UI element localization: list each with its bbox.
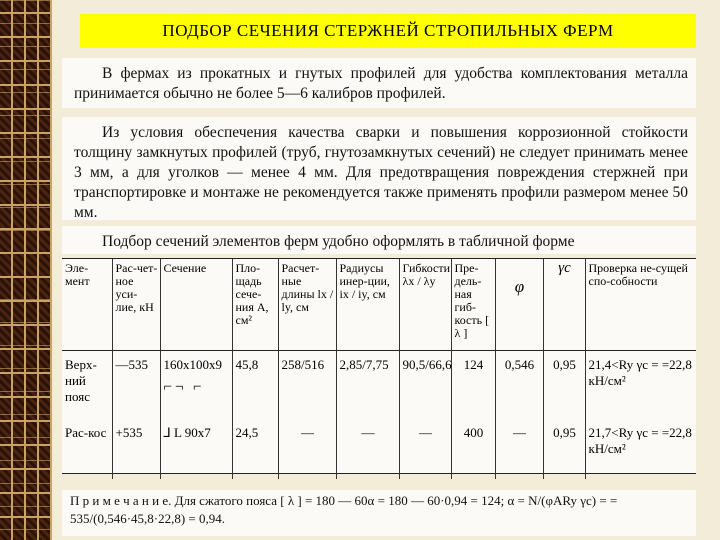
cell-phi: — xyxy=(495,419,543,479)
cell-force: +535 xyxy=(112,419,160,479)
header-section: Сечение xyxy=(160,259,232,351)
cell-section: ⅃ L 90x7 xyxy=(160,419,232,479)
page-title xyxy=(80,14,696,48)
header-element: Эле-мент xyxy=(62,259,112,351)
header-limit: Пре-дель-ная гиб-кость [ λ ] xyxy=(451,259,495,351)
header-lengths: Расчет-ные длины lx / ly, см xyxy=(278,259,336,351)
cell-slenderness: — xyxy=(399,419,451,479)
cell-element: Рас-кос xyxy=(65,425,107,440)
cell-lengths: — xyxy=(278,419,336,479)
paragraph-table-intro: Подбор сечений элементов ферм удобно оформлять в табличной форме xyxy=(102,233,575,250)
cell-radii: 2,85/7,75 xyxy=(336,351,399,420)
section-label: 160x100x9 xyxy=(163,357,222,372)
header-radii: Радиусы инер-ции, ix / iy, см xyxy=(336,259,399,351)
table-row xyxy=(62,351,696,420)
footnote: П р и м е ч а н и е. Для сжатого пояса [ λ ] = 180 — 60α = 180 — 60·0,94 = 124; α = N/(φARy γc) = = 535/(0,546·45,8·22,8) = 0,94. xyxy=(62,490,696,536)
cell-phi: 0,546 xyxy=(495,351,543,420)
gamma-symbol: γc xyxy=(558,260,571,276)
text-block-thickness xyxy=(62,117,696,220)
cell-area: 24,5 xyxy=(232,419,278,479)
angle-pair-sketch: ⌐¬ ⌐ xyxy=(163,379,205,395)
cell-gamma: 0,95 xyxy=(543,419,585,479)
paragraph-thickness: Из условия обеспечения качества сварки и повышения коррозионной стойкости толщину замкнутых профилей (труб, гнутозамкнутых сечений) не следует принимать менее 3 мм, а для уголков — менее 4 мм. Для предотвращения повреждения стержней при транспортировке и монтаже не рекомендуется также применять профили размером менее 50 мм. xyxy=(74,124,688,221)
header-check: Проверка не-сущей спо-собности xyxy=(585,259,696,351)
phi-symbol: φ xyxy=(514,277,525,296)
cell-lengths: 258/516 xyxy=(278,351,336,420)
table-row xyxy=(62,419,696,479)
cell-limit: 124 xyxy=(451,351,495,420)
table-header-row xyxy=(62,259,696,351)
header-area: Пло-щадь сече-ния A, см² xyxy=(232,259,278,351)
cell-radii: — xyxy=(336,419,399,479)
title-text: ПОДБОР СЕЧЕНИЯ СТЕРЖНЕЙ СТРОПИЛЬНЫХ ФЕРМ xyxy=(162,21,614,40)
paragraph-profiles: В фермах из прокатных и гнутых профилей для удобства комплектования металла принимается обычно не более 5—6 калибров профилей. xyxy=(74,65,688,102)
decorative-border xyxy=(0,0,52,540)
header-gamma xyxy=(543,259,585,351)
cell-check: 21,4<Ry γc = =22,8 кН/см² xyxy=(585,351,696,420)
cell-check: 21,7<Ry γc = =22,8 кН/см² xyxy=(585,419,696,479)
header-phi xyxy=(495,259,543,351)
header-force: Рас-чет-ное уси-лие, кН xyxy=(112,259,160,351)
cell-section xyxy=(160,351,232,420)
text-block-profiles xyxy=(62,58,696,108)
cell-limit: 400 xyxy=(451,419,495,479)
cell-gamma: 0,95 xyxy=(543,351,585,420)
text-block-table-intro xyxy=(62,226,696,254)
section-table xyxy=(62,258,696,474)
cell-element: Верх-ний пояс xyxy=(65,357,97,404)
cell-area: 45,8 xyxy=(232,351,278,420)
cell-slenderness: 90,5/66,6 xyxy=(399,351,451,420)
truss-table xyxy=(62,259,696,479)
cell-force: —535 xyxy=(112,351,160,420)
header-slenderness: Гибкости λx / λy xyxy=(399,259,451,351)
